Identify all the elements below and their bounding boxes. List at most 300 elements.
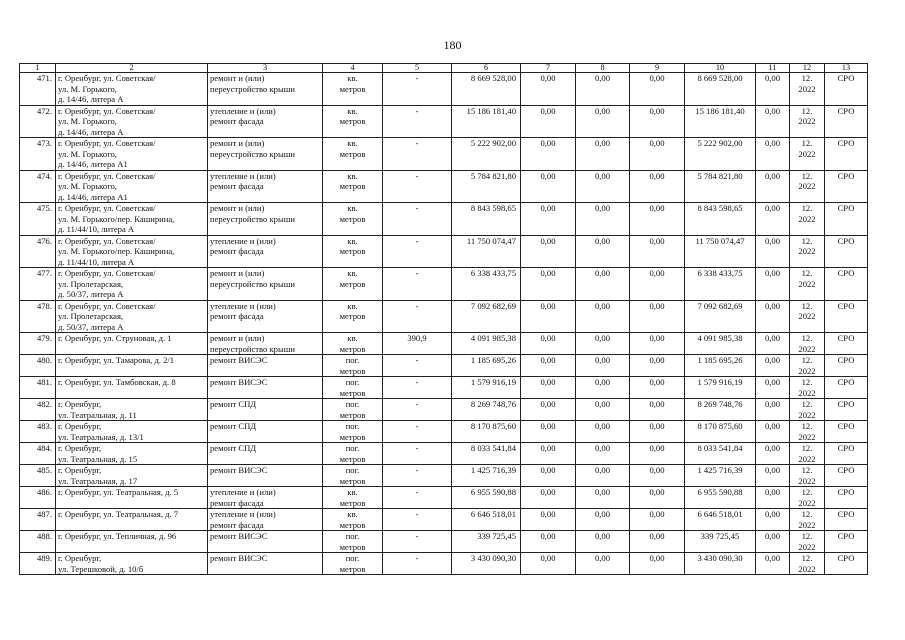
period-cell [790,421,825,443]
value-cell: 0,00 [576,73,630,106]
value-cell: 0,00 [630,105,685,138]
quantity-cell: 390,9 [383,333,452,355]
unit-line: метров [339,409,366,420]
quantity-cell: - [383,138,452,171]
value-cell: 0,00 [576,355,630,377]
value-cell: 0,00 [756,465,790,487]
unit-line: пог. [345,531,360,541]
work-type-cell [208,553,323,575]
work-type-line: ремонт фасада [210,519,264,530]
table-row [20,300,868,333]
value-cell: 0,00 [756,73,790,106]
method-cell: СРО [825,377,868,399]
quantity-cell: - [383,531,452,553]
work-type-line: ремонт фасада [210,246,264,256]
address-cell [56,333,208,355]
method-cell: СРО [825,203,868,236]
work-type-cell [208,203,323,236]
address-line: ул. М. Горького, [58,181,117,191]
work-type-line: ремонт ВИСЭС [210,377,268,387]
value-cell: 0,00 [576,333,630,355]
unit-line: метров [339,116,366,126]
method-cell: СРО [825,73,868,106]
total-cost-cell: 6 646 518,01 [452,509,521,531]
address-line: д. 50/37, литера А [58,289,124,299]
quantity-cell: - [383,105,452,138]
unit-line: кв. [347,170,358,181]
period-cell [790,377,825,399]
value-cell: 0,00 [630,235,685,268]
value-cell: 0,00 [630,487,685,509]
value-cell: 0,00 [576,553,630,575]
unit-line: метров [339,431,366,442]
address-line: г. Оренбург, [58,421,102,431]
column-number: 6 [452,64,521,73]
row-number-cell: 489. [20,553,56,575]
unit-line: метров [339,343,366,354]
total-cost-cell: 5 784 821,80 [452,170,521,203]
unit-cell [323,377,383,399]
value-cell: 0,00 [521,509,576,531]
value-cell: 0,00 [756,355,790,377]
quantity-cell: - [383,421,452,443]
method-cell: СРО [825,355,868,377]
period-line: 2022 [798,213,816,224]
work-type-cell [208,509,323,531]
address-line: д. 14/46, литера А1 [58,191,128,202]
address-cell [56,268,208,301]
address-line: г. Оренбург, ул. Советская/ [58,235,156,246]
value-cell: 0,00 [576,203,630,236]
table-row [20,377,868,399]
column-number: 12 [790,64,825,73]
value-cell: 0,00 [630,268,685,301]
period-line: 2022 [798,563,816,574]
address-line: ул. Пролетарская, [58,278,124,289]
work-type-line: ремонт ВИСЭС [210,465,268,475]
address-line: г. Оренбург, ул. Театральная, д. 5 [58,487,179,497]
unit-line: метров [339,246,366,256]
quantity-cell: - [383,268,452,301]
address-cell [56,235,208,268]
quantity-cell: - [383,235,452,268]
unit-line: кв. [347,509,358,519]
work-type-cell [208,377,323,399]
work-type-line: утепление и (или) [210,105,276,116]
period-line: 12. [801,531,813,541]
work-type-cell [208,355,323,377]
value-cell: 0,00 [521,300,576,333]
row-number-cell: 475. [20,203,56,236]
work-type-line: утепление и (или) [210,300,276,311]
value-cell: 0,00 [521,333,576,355]
work-type-line: ремонт фасада [210,181,264,191]
address-line: д. 11/44/10, литера А [58,224,135,234]
work-type-line: ремонт СПД [210,421,257,431]
value-cell: 0,00 [521,235,576,268]
row-number-cell: 481. [20,377,56,399]
period-line: 12. [801,235,813,246]
value-cell: 0,00 [521,105,576,138]
address-line: г. Оренбург, ул. Советская/ [58,73,156,83]
work-type-cell [208,333,323,355]
quantity-cell: - [383,399,452,421]
period-line: 12. [801,399,813,409]
value-cell: 0,00 [521,73,576,106]
unit-line: метров [339,541,366,552]
value-cell: 0,00 [521,399,576,421]
value-cell: 0,00 [756,300,790,333]
value-cell: 0,00 [630,553,685,575]
address-cell [56,73,208,106]
period-cell [790,235,825,268]
unit-line: пог. [345,399,360,409]
column-number: 4 [323,64,383,73]
period-line: 2022 [798,431,816,442]
value-cell: 0,00 [756,235,790,268]
address-line: г. Оренбург, ул. Струновая, д. 1 [58,333,172,343]
value-cell: 0,00 [630,399,685,421]
work-type-line: переустройство крыши [210,83,295,94]
quantity-cell: - [383,355,452,377]
period-line: 12. [801,333,813,343]
value-cell: 0,00 [521,268,576,301]
method-cell: СРО [825,421,868,443]
method-cell: СРО [825,399,868,421]
address-line: ул. М. Горького/пер. Каширина, [58,246,175,256]
address-line: ул. М. Горького, [58,83,117,94]
unit-line: пог. [345,355,360,365]
total-cost-cell: 1 185 695,26 [452,355,521,377]
period-line: 12. [801,355,813,365]
quantity-cell: - [383,509,452,531]
work-type-cell [208,531,323,553]
unit-line: пог. [345,443,360,453]
address-line: д. 11/44/10, литера А [58,256,135,267]
regional-fund-cell: 11 750 074,47 [685,235,756,268]
address-line: г. Оренбург, [58,465,102,475]
regional-fund-cell: 15 186 181,40 [685,105,756,138]
period-line: 2022 [798,409,816,420]
period-line: 12. [801,170,813,181]
address-line: г. Оренбург, ул. Театральная, д. 7 [58,509,179,519]
unit-cell [323,268,383,301]
period-line: 2022 [798,148,816,159]
regional-fund-cell: 6 646 518,01 [685,509,756,531]
column-number: 9 [630,64,685,73]
value-cell: 0,00 [576,421,630,443]
period-line: 2022 [798,181,816,191]
address-line: ул. Театральная, д. 11 [58,409,137,420]
value-cell: 0,00 [756,170,790,203]
period-cell [790,355,825,377]
work-type-line: ремонт и (или) [210,138,265,148]
address-cell [56,377,208,399]
period-line: 2022 [798,343,816,354]
period-line: 12. [801,487,813,497]
unit-line: метров [339,83,366,94]
table-row [20,487,868,509]
value-cell: 0,00 [576,268,630,301]
period-line: 2022 [798,497,816,508]
address-cell [56,170,208,203]
value-cell: 0,00 [576,443,630,465]
address-line: г. Оренбург, ул. Тамарова, д. 2/1 [58,355,175,365]
method-cell: СРО [825,268,868,301]
period-cell [790,268,825,301]
address-line: д. 50/37, литера А [58,321,124,332]
period-line: 2022 [798,311,816,321]
period-cell [790,443,825,465]
row-number-cell: 483. [20,421,56,443]
unit-line: кв. [347,235,358,246]
value-cell: 0,00 [630,421,685,443]
table-row [20,509,868,531]
row-number-cell: 488. [20,531,56,553]
unit-cell [323,509,383,531]
row-number-cell: 484. [20,443,56,465]
regional-fund-cell: 8 669 528,00 [685,73,756,106]
unit-cell [323,333,383,355]
work-type-cell [208,170,323,203]
total-cost-cell: 6 338 433,75 [452,268,521,301]
unit-cell [323,487,383,509]
column-number: 7 [521,64,576,73]
unit-line: метров [339,563,366,574]
table-row [20,465,868,487]
address-cell [56,138,208,171]
value-cell: 0,00 [756,509,790,531]
column-number: 1 [20,64,56,73]
value-cell: 0,00 [630,170,685,203]
column-number: 11 [756,64,790,73]
row-number-cell: 486. [20,487,56,509]
repair-schedule-table [19,63,868,575]
total-cost-cell: 4 091 985,38 [452,333,521,355]
work-type-line: переустройство крыши [210,343,295,354]
value-cell: 0,00 [576,509,630,531]
value-cell: 0,00 [521,203,576,236]
value-cell: 0,00 [630,443,685,465]
table-row [20,138,868,171]
value-cell: 0,00 [630,509,685,531]
unit-cell [323,138,383,171]
address-line: г. Оренбург, ул. Советская/ [58,105,156,116]
period-line: 12. [801,377,813,387]
work-type-cell [208,105,323,138]
value-cell: 0,00 [576,487,630,509]
column-number: 5 [383,64,452,73]
value-cell: 0,00 [576,465,630,487]
work-type-line: ремонт фасада [210,497,264,508]
value-cell: 0,00 [630,377,685,399]
address-cell [56,553,208,575]
regional-fund-cell: 6 338 433,75 [685,268,756,301]
table-row [20,355,868,377]
work-type-line: переустройство крыши [210,278,295,289]
value-cell: 0,00 [576,138,630,171]
value-cell: 0,00 [756,377,790,399]
unit-line: метров [339,213,366,224]
value-cell: 0,00 [576,235,630,268]
row-number-cell: 477. [20,268,56,301]
value-cell: 0,00 [756,487,790,509]
address-line: д. 14/46, литера А1 [58,159,128,169]
unit-line: метров [339,497,366,508]
work-type-line: ремонт фасада [210,311,264,321]
unit-cell [323,443,383,465]
total-cost-cell: 8 033 541,84 [452,443,521,465]
method-cell: СРО [825,443,868,465]
table-row [20,333,868,355]
period-cell [790,531,825,553]
unit-cell [323,355,383,377]
method-cell: СРО [825,333,868,355]
address-line: д. 14/46, литера А [58,126,124,137]
unit-line: метров [339,148,366,159]
quantity-cell: - [383,203,452,236]
period-cell [790,203,825,236]
regional-fund-cell: 1 425 716,39 [685,465,756,487]
value-cell: 0,00 [521,531,576,553]
work-type-line: ремонт ВИСЭС [210,355,268,365]
total-cost-cell: 8 269 748,76 [452,399,521,421]
period-cell [790,465,825,487]
unit-cell [323,465,383,487]
period-line: 12. [801,465,813,475]
method-cell: СРО [825,170,868,203]
page-number: 180 [443,38,462,52]
address-cell [56,355,208,377]
address-line: г. Оренбург, ул. Тамбовская, д. 8 [58,377,176,387]
column-number: 2 [56,64,208,73]
period-line: 12. [801,509,813,519]
row-number-cell: 480. [20,355,56,377]
address-line: г. Оренбург, [58,399,102,409]
value-cell: 0,00 [756,531,790,553]
value-cell: 0,00 [630,531,685,553]
address-line: г. Оренбург, ул. Советская/ [58,300,156,311]
value-cell: 0,00 [756,399,790,421]
value-cell: 0,00 [521,377,576,399]
method-cell: СРО [825,487,868,509]
total-cost-cell: 11 750 074,47 [452,235,521,268]
period-cell [790,105,825,138]
table-row [20,399,868,421]
unit-line: метров [339,475,366,486]
total-cost-cell: 5 222 902,00 [452,138,521,171]
address-line: г. Оренбург, ул. Советская/ [58,138,156,148]
regional-fund-cell: 8 269 748,76 [685,399,756,421]
period-cell [790,509,825,531]
total-cost-cell: 1 579 916,19 [452,377,521,399]
work-type-line: ремонт фасада [210,116,264,126]
address-line: ул. Театральная, д. 13/1 [58,431,144,442]
table-row [20,553,868,575]
period-line: 2022 [798,365,816,376]
table-row [20,421,868,443]
regional-fund-cell: 1 579 916,19 [685,377,756,399]
value-cell: 0,00 [576,399,630,421]
address-cell [56,399,208,421]
value-cell: 0,00 [521,355,576,377]
period-cell [790,138,825,171]
table-row [20,531,868,553]
value-cell: 0,00 [521,421,576,443]
address-cell [56,531,208,553]
value-cell: 0,00 [521,465,576,487]
quantity-cell: - [383,465,452,487]
unit-cell [323,421,383,443]
unit-line: метров [339,519,366,530]
row-number-cell: 479. [20,333,56,355]
method-cell: СРО [825,509,868,531]
table-row [20,203,868,236]
work-type-line: утепление и (или) [210,487,276,497]
address-line: г. Оренбург, ул. Советская/ [58,170,156,181]
address-cell [56,105,208,138]
address-cell [56,465,208,487]
total-cost-cell: 339 725,45 [452,531,521,553]
unit-line: пог. [345,465,360,475]
method-cell: СРО [825,138,868,171]
unit-cell [323,300,383,333]
work-type-line: утепление и (или) [210,170,276,181]
regional-fund-cell: 8 033 541,84 [685,443,756,465]
total-cost-cell: 8 843 598,65 [452,203,521,236]
address-line: ул. Театральная, д. 17 [58,475,138,486]
work-type-line: утепление и (или) [210,235,276,246]
work-type-cell [208,268,323,301]
address-line: ул. М. Горького, [58,116,117,126]
period-line: 12. [801,105,813,116]
quantity-cell: - [383,73,452,106]
work-type-line: ремонт и (или) [210,203,265,213]
value-cell: 0,00 [521,487,576,509]
total-cost-cell: 8 170 875,60 [452,421,521,443]
row-number-cell: 485. [20,465,56,487]
value-cell: 0,00 [630,333,685,355]
address-cell [56,300,208,333]
quantity-cell: - [383,300,452,333]
unit-cell [323,170,383,203]
unit-cell [323,531,383,553]
period-line: 2022 [798,519,816,530]
unit-line: кв. [347,487,358,497]
address-line: ул. Театральная, д. 15 [58,453,138,464]
regional-fund-cell: 6 955 590,88 [685,487,756,509]
regional-fund-cell: 3 430 090,30 [685,553,756,575]
value-cell: 0,00 [630,73,685,106]
table-row [20,443,868,465]
period-line: 2022 [798,278,816,289]
work-type-line: ремонт и (или) [210,73,265,83]
regional-fund-cell: 8 843 598,65 [685,203,756,236]
work-type-line: переустройство крыши [210,148,295,159]
table-row [20,268,868,301]
work-type-cell [208,73,323,106]
address-line: д. 14/46, литера А [58,94,124,104]
value-cell: 0,00 [756,268,790,301]
total-cost-cell: 3 430 090,30 [452,553,521,575]
value-cell: 0,00 [521,170,576,203]
unit-cell [323,553,383,575]
unit-cell [323,399,383,421]
regional-fund-cell: 5 222 902,00 [685,138,756,171]
table-row [20,235,868,268]
table-row [20,105,868,138]
address-line: г. Оренбург, [58,443,102,453]
